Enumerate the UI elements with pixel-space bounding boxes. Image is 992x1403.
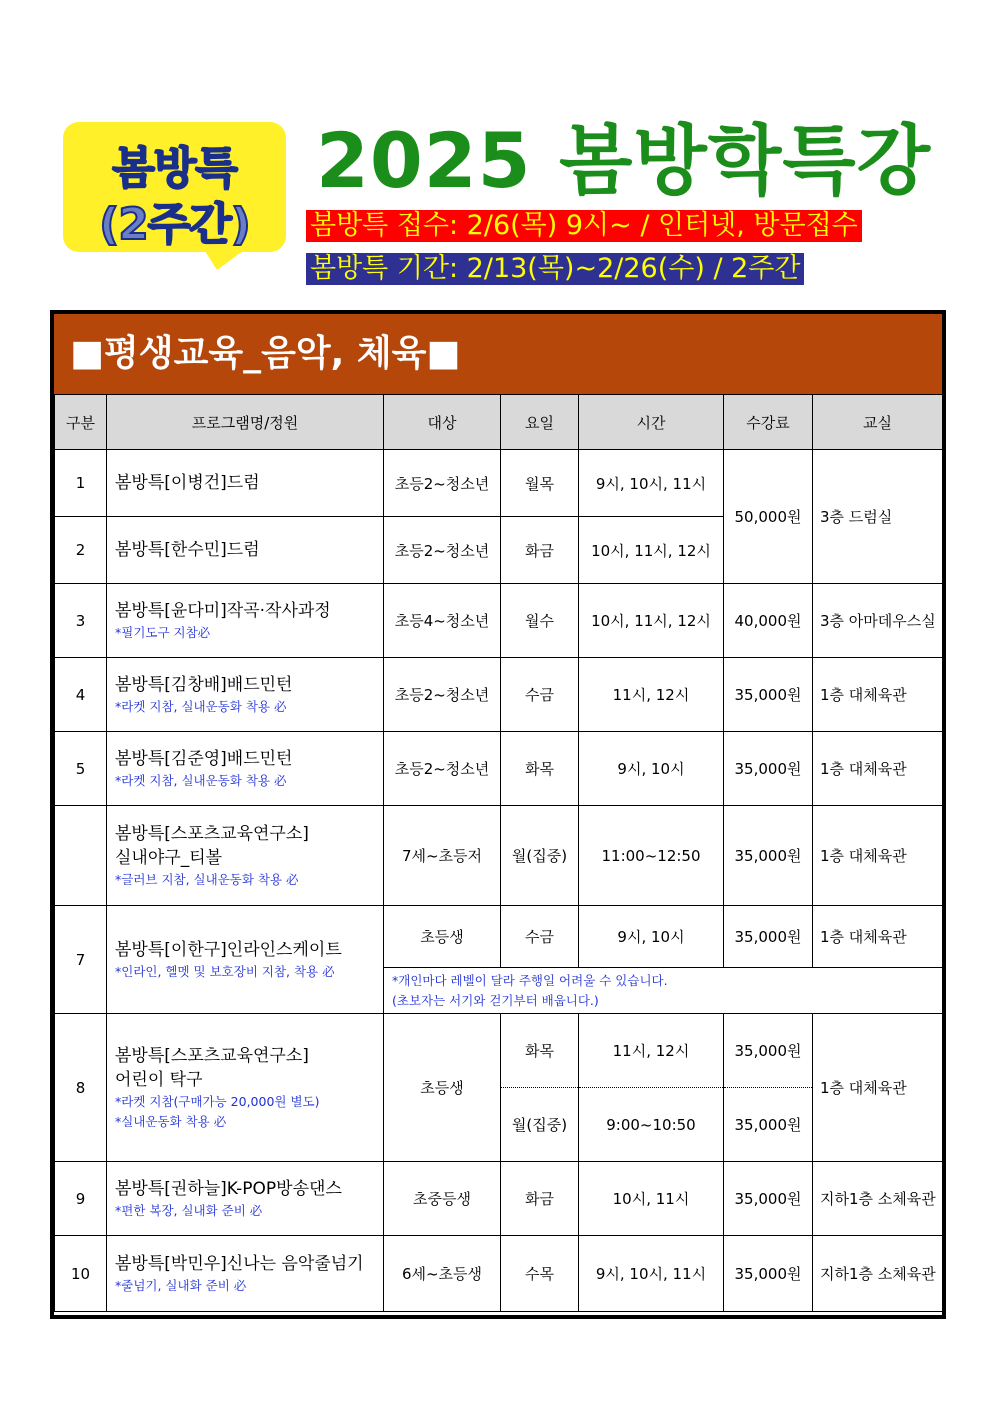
program-note: *인라인, 헬멧 및 보호장비 지참, 착용 必 [115, 963, 335, 979]
time-cell: 11:00~12:50 [579, 806, 724, 906]
day-cell: 수목 [501, 1236, 579, 1312]
day-cell: 화금 [501, 1162, 579, 1236]
target-cell: 7세~초등저 [384, 806, 501, 906]
row-number: 9 [55, 1162, 107, 1236]
day-cell: 월(집중) [501, 1088, 579, 1162]
row-number: 5 [55, 732, 107, 806]
program-name: 봄방특[스포츠교육연구소] [115, 823, 309, 844]
program-name: 봄방특[윤다미]작곡·작사과정 [115, 600, 331, 621]
program-note: *글러브 지참, 실내운동화 착용 必 [115, 871, 299, 887]
target-cell: 초중등생 [384, 1162, 501, 1236]
room-cell: 지하1층 소체육관 [813, 1162, 943, 1236]
room-cell: 3층 드럼실 [813, 450, 943, 584]
program-note: *필기도구 지참必 [115, 624, 211, 640]
program-badge [63, 122, 286, 252]
program-cell [107, 1236, 384, 1312]
program-note: *라켓 지참, 실내운동화 착용 必 [115, 772, 287, 788]
day-cell: 월목 [501, 450, 579, 517]
time-cell: 11시, 12시 [579, 658, 724, 732]
fee-cell: 35,000원 [724, 906, 813, 968]
column-header: 교실 [813, 395, 943, 450]
program-cell [107, 1014, 384, 1162]
row-number: 7 [55, 906, 107, 1014]
table-row [55, 806, 943, 906]
badge-duration: (2주간) [99, 199, 250, 250]
row-number: 8 [55, 1014, 107, 1162]
day-cell: 수금 [501, 906, 579, 968]
program-cell [107, 450, 384, 517]
program-name-line2: 실내야구_티볼 [115, 847, 223, 868]
fee-cell: 35,000원 [724, 1088, 813, 1162]
time-cell: 10시, 11시 [579, 1162, 724, 1236]
program-cell [107, 658, 384, 732]
program-name: 봄방특[이병건]드럼 [115, 473, 260, 493]
table-row [55, 450, 943, 517]
notice-line: *개인마다 레벨이 달라 주행일 어려울 수 있습니다. [392, 972, 668, 988]
program-note: *편한 복장, 실내화 준비 必 [115, 1202, 263, 1218]
day-cell: 화목 [501, 1014, 579, 1088]
fee-cell: 35,000원 [724, 806, 813, 906]
schedule-frame [50, 310, 946, 1319]
page-title: 2025 봄방학특강 [316, 116, 932, 205]
column-header: 프로그램명/정원 [107, 395, 384, 450]
room-cell: 1층 대체육관 [813, 1014, 943, 1162]
time-cell: 10시, 11시, 12시 [579, 517, 724, 584]
column-header: 시간 [579, 395, 724, 450]
target-cell: 6세~초등생 [384, 1236, 501, 1312]
day-cell: 월(집중) [501, 806, 579, 906]
program-cell [107, 732, 384, 806]
room-cell: 1층 대체육관 [813, 806, 943, 906]
table-row [55, 1236, 943, 1312]
target-cell: 초등4~청소년 [384, 584, 501, 658]
program-name: 봄방특[박민우]신나는 음악줄넘기 [115, 1253, 364, 1274]
program-name: 봄방특[이한구]인라인스케이트 [115, 939, 342, 960]
program-cell [107, 584, 384, 658]
room-cell: 지하1층 소체육관 [813, 1236, 943, 1312]
time-cell: 9:00~10:50 [579, 1088, 724, 1162]
program-cell [107, 906, 384, 1014]
row-number: 4 [55, 658, 107, 732]
row-number: 2 [55, 517, 107, 584]
table-row [55, 1014, 943, 1088]
program-name: 봄방특[스포츠교육연구소] [115, 1045, 309, 1066]
fee-cell: 50,000원 [724, 450, 813, 584]
time-cell: 9시, 10시, 11시 [579, 1236, 724, 1312]
room-cell: 1층 대체육관 [813, 906, 943, 968]
room-cell: 1층 대체육관 [813, 658, 943, 732]
table-row [55, 906, 943, 968]
time-cell: 11시, 12시 [579, 1014, 724, 1088]
fee-cell: 35,000원 [724, 1236, 813, 1312]
notice-line: (초보자는 서기와 걷기부터 배웁니다.) [392, 992, 599, 1008]
column-header: 구분 [55, 395, 107, 450]
table-row [55, 658, 943, 732]
fee-cell: 40,000원 [724, 584, 813, 658]
table-row [55, 1162, 943, 1236]
fee-cell: 35,000원 [724, 658, 813, 732]
program-cell [107, 806, 384, 906]
program-cell [107, 517, 384, 584]
program-note: *줄넘기, 실내화 준비 必 [115, 1277, 247, 1293]
registration-info: 봄방특 접수: 2/6(목) 9시~ / 인터넷, 방문접수 [306, 210, 862, 242]
table-row [55, 732, 943, 806]
program-note: *라켓 지참, 실내운동화 착용 必 [115, 698, 287, 714]
fee-cell: 35,000원 [724, 1162, 813, 1236]
period-info: 봄방특 기간: 2/13(목)~2/26(수) / 2주간 [306, 253, 804, 285]
program-note: *실내운동화 착용 必 [115, 1113, 227, 1129]
program-cell [107, 1162, 384, 1236]
column-header: 수강료 [724, 395, 813, 450]
program-name: 봄방특[김준영]배드민턴 [115, 748, 293, 769]
program-name-line2: 어린이 탁구 [115, 1069, 203, 1090]
level-notice [384, 968, 943, 1014]
fee-cell: 35,000원 [724, 1014, 813, 1088]
table-header-row [55, 395, 943, 450]
row-number: 3 [55, 584, 107, 658]
fee-cell: 35,000원 [724, 732, 813, 806]
time-cell: 9시, 10시, 11시 [579, 450, 724, 517]
room-cell: 3층 아마데우스실 [813, 584, 943, 658]
target-cell: 초등2~청소년 [384, 517, 501, 584]
time-cell: 9시, 10시 [579, 732, 724, 806]
section-title: ■평생교육_음악, 체육■ [54, 314, 942, 394]
row-number [55, 806, 107, 906]
time-cell: 10시, 11시, 12시 [579, 584, 724, 658]
program-name: 봄방특[김창배]배드민턴 [115, 674, 293, 695]
column-header: 요일 [501, 395, 579, 450]
room-cell: 1층 대체육관 [813, 732, 943, 806]
program-note: *라켓 지참(구매가능 20,000원 별도) [115, 1093, 320, 1109]
target-cell: 초등2~청소년 [384, 658, 501, 732]
row-number: 10 [55, 1236, 107, 1312]
program-name: 봄방특[권하늘]K-POP방송댄스 [115, 1178, 342, 1199]
target-cell: 초등생 [384, 906, 501, 968]
target-cell: 초등2~청소년 [384, 450, 501, 517]
day-cell: 월수 [501, 584, 579, 658]
target-cell: 초등생 [384, 1014, 501, 1162]
column-header: 대상 [384, 395, 501, 450]
day-cell: 화목 [501, 732, 579, 806]
table-row [55, 584, 943, 658]
row-number: 1 [55, 450, 107, 517]
target-cell: 초등2~청소년 [384, 732, 501, 806]
time-cell: 9시, 10시 [579, 906, 724, 968]
schedule-table [54, 394, 943, 1312]
badge-label: 봄방특 [112, 143, 237, 194]
program-name: 봄방특[한수민]드럼 [115, 540, 260, 560]
day-cell: 수금 [501, 658, 579, 732]
day-cell: 화금 [501, 517, 579, 584]
